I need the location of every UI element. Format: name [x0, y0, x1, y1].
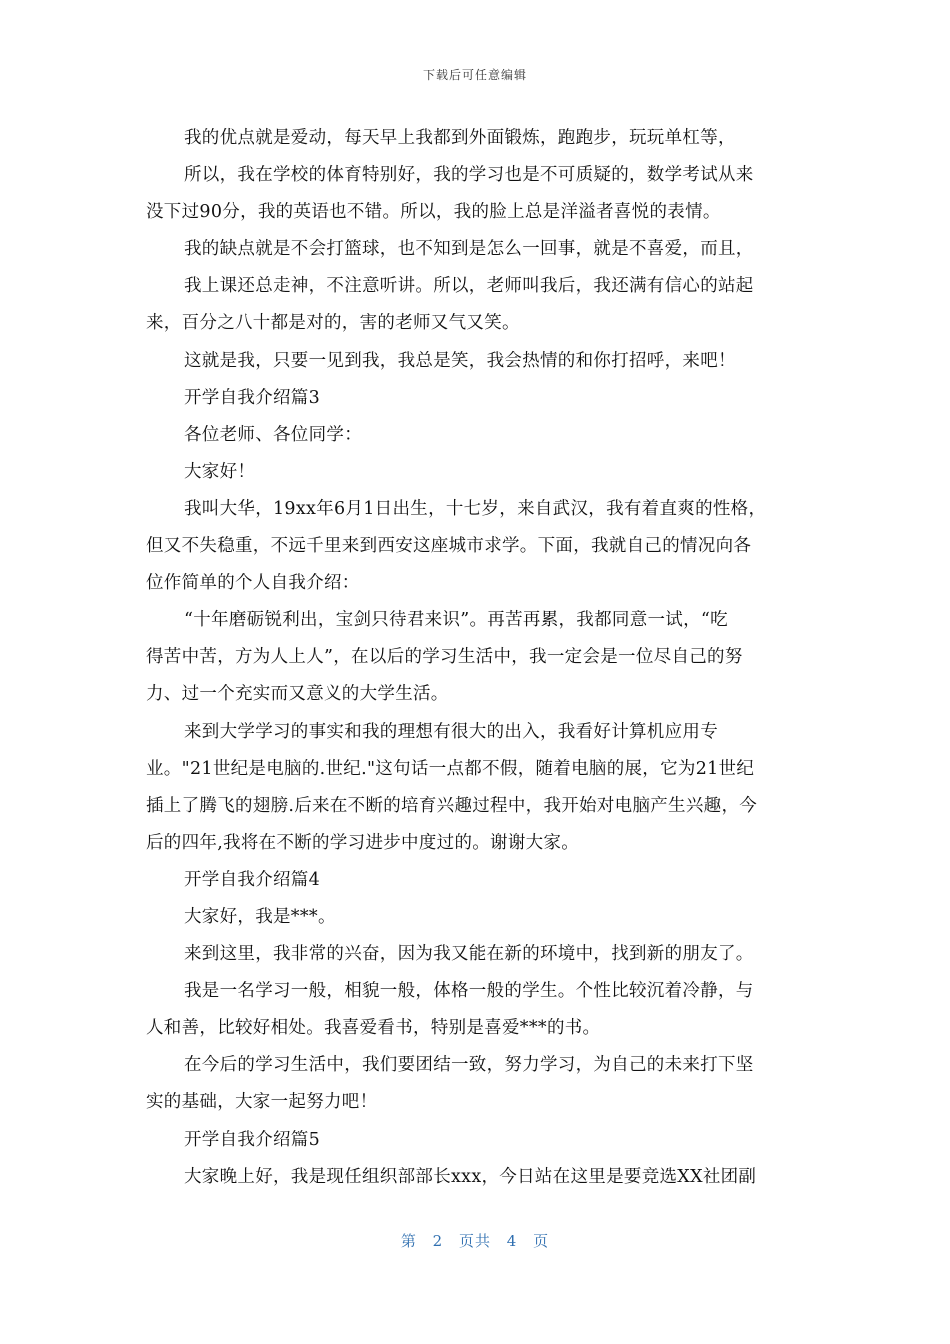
text-line: 实的基础，大家一起努力吧！: [146, 1092, 378, 1113]
text-line: 这就是我，只要一见到我，我总是笑，我会热情的和你打招呼，来吧！: [184, 350, 736, 371]
text-line: 没下过90分，我的英语也不错。所以，我的脸上总是洋溢者喜悦的表情。: [146, 202, 721, 223]
text-line: 来到大学学习的事实和我的理想有很大的出入，我看好计算机应用专: [184, 721, 718, 742]
footer-prefix: 第: [400, 1232, 417, 1250]
footer-mid: 页共: [458, 1232, 491, 1250]
text-line: 大家好！: [184, 461, 256, 482]
footer-total-pages: 4: [506, 1232, 518, 1250]
text-line: 但又不失稳重，不远千里来到西安这座城市求学。下面，我就自己的情况向各: [146, 536, 752, 557]
text-line: 位作简单的个人自我介绍：: [146, 573, 360, 594]
text-line: 插上了腾飞的翅膀.后来在不断的培育兴趣过程中，我开始对电脑产生兴趣，今: [146, 795, 758, 816]
text-line: 我的优点就是爱动，每天早上我都到外面锻炼，跑跑步，玩玩单杠等，: [184, 128, 736, 148]
text-line: 在今后的学习生活中，我们要团结一致，努力学习，为自己的未来打下坚: [184, 1055, 754, 1076]
text-line: 我叫大华，19xx年6月1日出生，十七岁，来自武汉，我有着直爽的性格，: [184, 498, 767, 519]
text-line: 开学自我介绍篇3: [184, 387, 321, 408]
text-line: 开学自我介绍篇5: [184, 1129, 321, 1150]
text-line: 来，百分之八十都是对的，害的老师又气又笑。: [146, 313, 520, 334]
text-line: 开学自我介绍篇4: [184, 869, 321, 890]
text-line: 各位老师、各位同学：: [184, 424, 362, 445]
text-line: 业。"21世纪是电脑的.世纪."这句话一点都不假，随着电脑的展，它为21世纪: [146, 758, 755, 779]
header-note: 下载后可任意编辑: [422, 68, 527, 82]
text-line: 所以，我在学校的体育特别好，我的学习也是不可质疑的，数学考试从来: [184, 165, 754, 186]
document-body: [146, 120, 806, 1196]
text-line: 人和善，比较好相处。我喜爱看书，特别是喜爱***的书。: [146, 1018, 601, 1039]
text-line: 我的缺点就是不会打篮球，也不知到是怎么一回事，就是不喜爱，而且，: [184, 239, 754, 260]
text-line: 我上课还总走神，不注意听讲。所以，老师叫我后，我还满有信心的站起: [184, 276, 754, 297]
page-footer: [0, 1230, 950, 1251]
text-line: “十年磨砺锐利出，宝剑只待君来识”。再苦再累，我都同意一试，“吃: [184, 610, 728, 631]
footer-suffix: 页: [533, 1232, 550, 1250]
footer-current-page: 2: [432, 1232, 444, 1250]
page-header: [0, 66, 950, 83]
text-line: 得苦中苦，方为人上人”，在以后的学习生活中，我一定会是一位尽自己的努: [146, 647, 743, 668]
text-line: 来到这里，我非常的兴奋，因为我又能在新的环境中，找到新的朋友了。: [184, 944, 754, 965]
text-line: 力、过一个充实而又意义的大学生活。: [146, 684, 449, 705]
text-line: 大家好，我是***。: [184, 906, 336, 927]
text-line: 后的四年,我将在不断的学习进步中度过的。谢谢大家。: [146, 832, 580, 853]
text-line: 大家晚上好，我是现任组织部部长xxx，今日站在这里是要竞选XX社团副: [184, 1166, 757, 1187]
text-line: 我是一名学习一般，相貌一般，体格一般的学生。个性比较沉着冷静，与: [184, 981, 754, 1002]
